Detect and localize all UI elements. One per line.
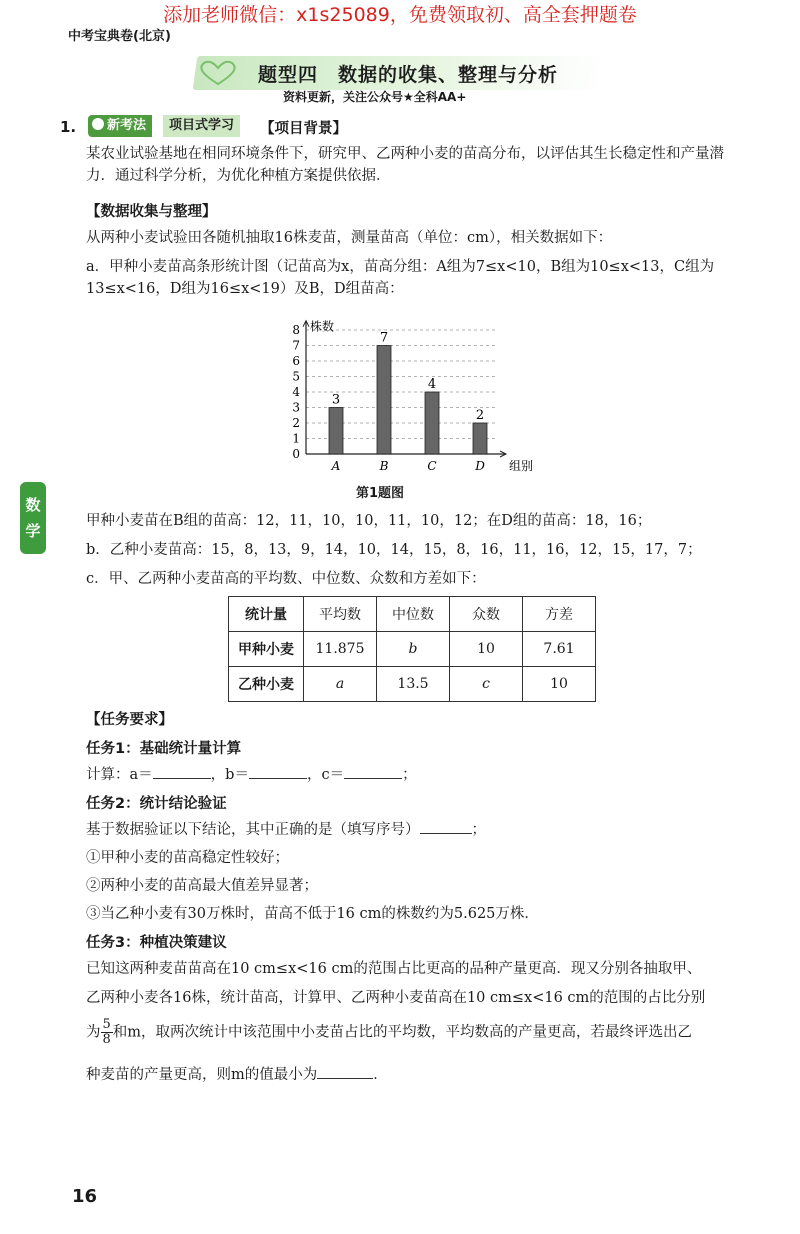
table-header-cell: 平均数 (304, 597, 377, 632)
fraction-denominator: 8 (102, 1032, 111, 1047)
heart-icon (196, 60, 240, 86)
y-tick-label: 3 (292, 400, 300, 415)
task3-line-1: 已知这两种麦苗苗高在10 cm≤x<16 cm的范围占比更高的品种产量更高．现又分别各抽取甲、 (86, 961, 702, 977)
x-tick-label: A (331, 459, 341, 473)
task1-b-label: ，b＝ (210, 767, 249, 783)
task1-line (86, 764, 417, 786)
task3-line-4-text: 种麦苗的产量更高，则m的值最小为 (86, 1067, 318, 1083)
collect-text: 从两种小麦试验田各随机抽取16株麦苗，测量苗高（单位：cm），相关数据如下： (86, 230, 613, 246)
task2-choice-3: ③当乙种小麦有30万株时，苗高不低于16 cm的株数约为5.625万株． (86, 906, 539, 922)
fraction (101, 1018, 113, 1047)
task3-end: ． (373, 1067, 388, 1083)
bulb-icon (92, 118, 104, 130)
bar-chart (280, 312, 540, 482)
task2-text: 基于数据验证以下结论，其中正确的是（填写序号） (86, 822, 420, 838)
table-cell: c (450, 667, 523, 702)
y-tick-label: 4 (292, 385, 300, 399)
bar (329, 408, 343, 455)
bar (377, 346, 391, 455)
task3-pre: 为 (86, 1024, 101, 1041)
tasks-heading: 【任务要求】 (86, 712, 173, 728)
answer-blank-task2[interactable] (420, 819, 472, 834)
x-axis-label: 组别 (509, 459, 534, 473)
y-tick-label: 7 (292, 338, 300, 353)
table-row (229, 632, 596, 667)
background-text: 某农业试验基地在相同环境条件下，研究甲、乙两种小麦的苗高分布，以评估其生长稳定性和产量潜力．通过科学分析，为优化种植方案提供依据． (86, 146, 724, 184)
table-row-label: 乙种小麦 (229, 667, 304, 702)
y-tick-label: 2 (292, 416, 300, 430)
table-cell: a (304, 667, 377, 702)
task1-title: 任务1：基础统计量计算 (86, 741, 242, 757)
task2-choice-2: ②两种小麦的苗高最大值差异显著； (86, 878, 318, 894)
table-cell: 13.5 (377, 667, 450, 702)
task3-line-4 (86, 1064, 388, 1086)
table-cell: 10 (450, 632, 523, 667)
page-number: 16 (72, 1186, 98, 1207)
chart-caption: 第1题图 (356, 486, 405, 501)
table-header-cell: 众数 (450, 597, 523, 632)
background-heading: 【项目背景】 (260, 121, 347, 137)
stats-table (228, 596, 596, 702)
task1-a-label: a＝ (129, 767, 153, 783)
answer-blank-c[interactable] (344, 764, 402, 779)
item-c-text: c．甲、乙两种小麦苗高的平均数、中位数、众数和方差如下： (86, 571, 486, 587)
y-tick-label: 6 (292, 354, 300, 368)
answer-blank-b[interactable] (249, 764, 307, 779)
table-cell: b (377, 632, 450, 667)
table-cell: 10 (523, 667, 596, 702)
subject-label: 数学 (25, 496, 41, 540)
table-row-label: 甲种小麦 (229, 632, 304, 667)
task1-end: ； (402, 767, 417, 783)
task2-end: ； (471, 822, 486, 838)
task2-title: 任务2：统计结论验证 (86, 796, 227, 812)
bar-value-label: 3 (331, 392, 341, 408)
b-d-data-text: 甲种小麦苗在B组的苗高：12，11，10，10，11，10，12；在D组的苗高：18，16； (86, 513, 652, 529)
topic-subtitle: 资料更新，关注公众号★全科AA+ (283, 90, 467, 104)
bar-value-label: 4 (427, 377, 437, 392)
task3-line-2: 乙两种小麦各16株，统计苗高，计算甲、乙两种小麦苗高在10 cm≤x<16 cm的范围的占比分别 (86, 990, 706, 1006)
answer-blank-a[interactable] (153, 764, 211, 779)
table-cell: 7.61 (523, 632, 596, 667)
x-tick-label: B (379, 459, 389, 473)
new-method-label: 新考法 (107, 118, 147, 133)
series-title: 中考宝典卷(北京) (68, 29, 171, 44)
promo-banner: 添加老师微信：x1s25089，免费领取初、高全套押题卷 (163, 4, 637, 26)
table-cell: 11.875 (304, 632, 377, 667)
item-b-text: b．乙种小麦苗高：15，8，13，9，14，10，14，15，8，16，11，16，12，15，17，7； (86, 542, 702, 558)
y-tick-label: 8 (292, 323, 300, 337)
y-axis-label: 株数 (310, 319, 335, 334)
task3-line-3 (86, 1018, 766, 1047)
x-tick-label: C (427, 459, 437, 473)
task3-line-3-text: 和m，取两次统计中该范围中小麦苗占比的平均数，平均数高的产量更高，若最终评选出乙 (112, 1024, 693, 1041)
collect-heading: 【数据收集与整理】 (86, 204, 217, 220)
table-row (229, 667, 596, 702)
task2-choice-1: ①甲种小麦的苗高稳定性较好； (86, 850, 289, 866)
answer-blank-m[interactable] (317, 1064, 373, 1079)
x-tick-label: D (475, 459, 485, 473)
task1-label: 计算： (86, 767, 130, 783)
subject-side-tab (20, 482, 46, 554)
bar (425, 392, 439, 454)
task1-c-label: ，c＝ (306, 767, 345, 783)
bar-value-label: 2 (475, 408, 485, 423)
item-a-text: a．甲种小麦苗高条形统计图（记苗高为x，苗高分组：A组为7≤x<10，B组为10≤x<13，C组为13≤x<16，D组为16≤x<19）及B，D组苗高： (86, 259, 715, 297)
bar-value-label: 7 (379, 330, 389, 346)
project-study-tag: 项目式学习 (163, 115, 240, 137)
fraction-numerator: 5 (102, 1017, 111, 1032)
y-tick-label: 0 (292, 447, 300, 461)
table-header-cell: 中位数 (377, 597, 450, 632)
topic-title: 题型四 数据的收集、整理与分析 (258, 64, 559, 86)
new-method-tag (88, 115, 152, 137)
task2-line (86, 819, 486, 841)
table-header-row (229, 597, 596, 632)
y-tick-label: 1 (292, 431, 300, 446)
y-tick-label: 5 (292, 369, 300, 384)
table-header-cell: 统计量 (229, 597, 304, 632)
task3-title: 任务3：种植决策建议 (86, 935, 227, 951)
question-number: 1. (60, 118, 77, 136)
table-header-cell: 方差 (523, 597, 596, 632)
bar (473, 423, 487, 454)
